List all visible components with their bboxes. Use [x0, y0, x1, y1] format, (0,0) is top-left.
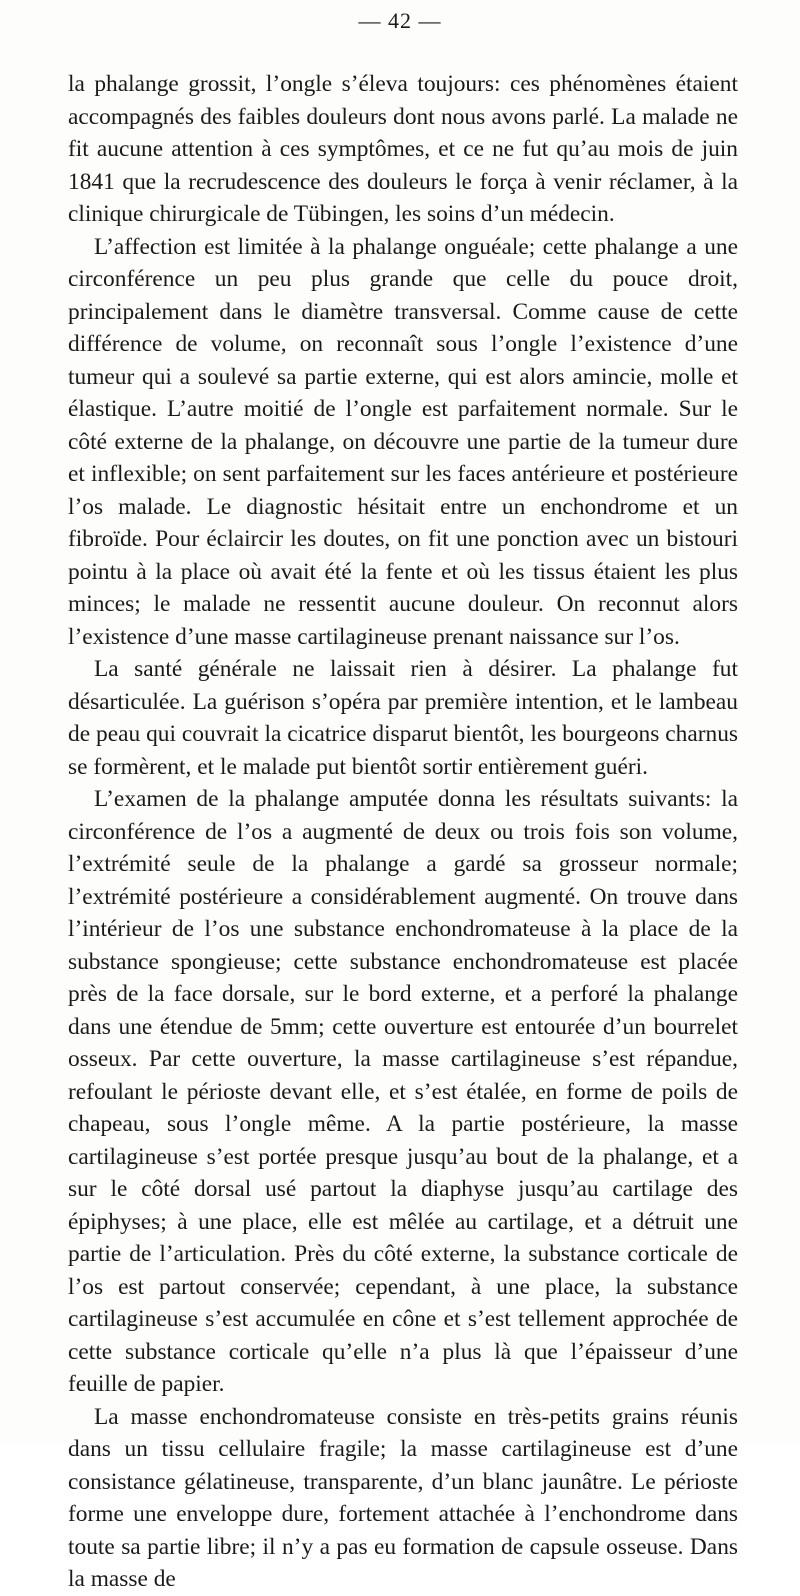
page-number: — 42 —: [358, 8, 442, 33]
paragraph-masse: La masse enchondromateuse consiste en très-petits grains réunis dans un tissu cellulaire fragile; la masse cartilagineuse est d’une consistance gélatineuse, transparente, d’un blanc jaunâtre. Le périoste forme une enveloppe dure, fortement attachée à l’enchondrome dans toute sa partie libre; il n’y a pas eu formation de capsule osseuse. Dans la masse de: [68, 1403, 738, 1592]
paragraph-sante: La santé générale ne laissait rien à désirer. La phalange fut désarticulée. La guérison s’opéra par première intention, et le lambeau de peau qui couvrait la cicatrice disparut bientôt, les bourgeons charnus se formèrent, et le malade put bientôt sortir entièrement guéri.: [68, 656, 738, 780]
body-text: [68, 68, 738, 1596]
paragraph-continued: la phalange grossit, l’ongle s’éleva toujours: ces phénomènes étaient accompagnés des faibles douleurs dont nous avons parlé. La malade ne fit aucune attention à ces symptômes, et ce ne fut qu’au mois de juin 1841 que la recrudescence des douleurs le força à venir réclamer, à la clinique chirurgicale de Tübingen, les soins d’un médecin.: [68, 71, 738, 227]
paragraph-examen: L’examen de la phalange amputée donna les résultats suivants: la circonférence de l’os a augmenté de deux ou trois fois son volume, l’extrémité seule de la phalange a gardé sa grosseur normale; l’extrémité postérieure a considérablement augmenté. On trouve dans l’intérieur de l’os une substance enchondromateuse à la place de la substance spongieuse; cette substance enchondromateuse est placée près de la face dorsale, sur le bord externe, et a perforé la phalange dans une étendue de 5mm; cette ouverture est entourée d’un bourrelet osseux. Par cette ouverture, la masse cartilagineuse s’est répandue, refoulant le périoste devant elle, et s’est étalée, en forme de poils de chapeau, sous l’ongle même. A la partie postérieure, la masse cartilagineuse s’est portée presque jusqu’au bout de la phalange, et a sur le côté dorsal usé partout la diaphyse jusqu’au cartilage des épiphyses; à une place, elle est mêlée au cartilage, et a détruit une partie de l’articulation. Près du côté externe, la substance corticale de l’os est partout conservée; cependant, à une place, la substance cartilagineuse s’est accumulée en cône et s’est tellement approchée de cette substance corticale qu’elle n’a plus là que l’épaisseur d’une feuille de papier.: [68, 786, 738, 1397]
paragraph-affection: L’affection est limitée à la phalange onguéale; cette phalange a une circonférence un peu plus grande que celle du pouce droit, principalement dans le diamètre transversal. Comme cause de cette différence de volume, on reconnaît sous l’ongle l’existence d’une tumeur qui a soulevé sa partie externe, qui est alors amincie, molle et élastique. L’autre moitié de l’ongle est parfaitement normale. Sur le côté externe de la phalange, on découvre une partie de la tumeur dure et inflexible; on sent parfaitement sur les faces antérieure et postérieure l’os malade. Le diagnostic hésitait entre un enchondrome et un fibroïde. Pour éclaircir les doutes, on fit une ponction avec un bistouri pointu à la place où avait été la fente et où les tissus étaient les plus minces; le malade ne ressentit aucune douleur. On reconnut alors l’existence d’une masse cartilagineuse prenant naissance sur l’os.: [68, 233, 738, 650]
